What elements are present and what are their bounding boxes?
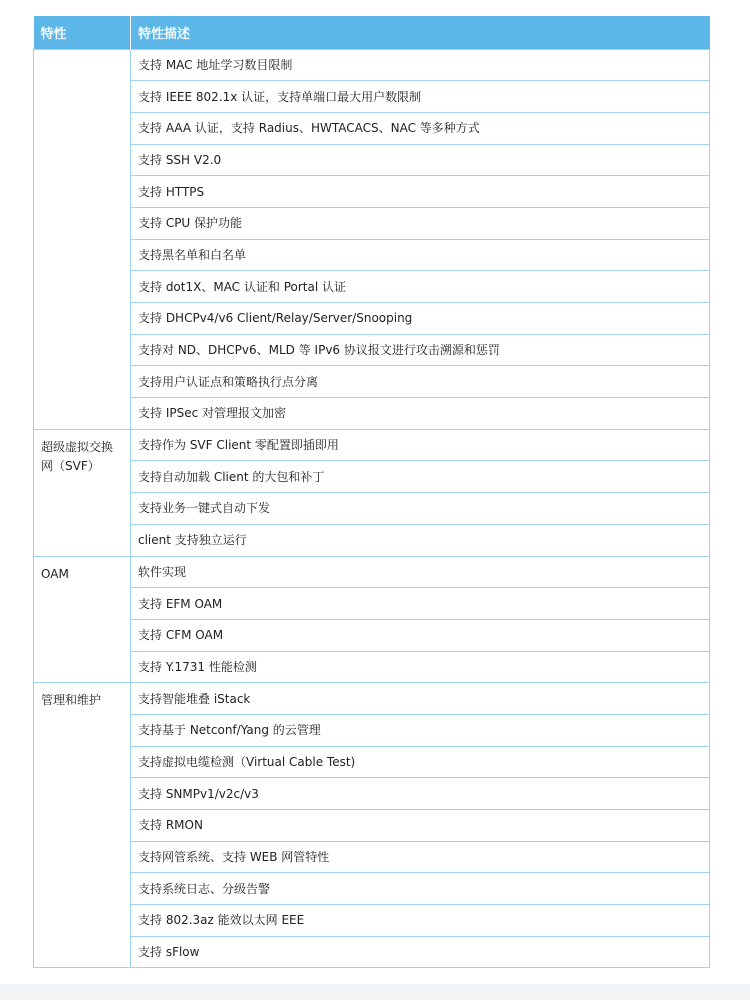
table-row xyxy=(34,176,710,208)
description-cell: 支持智能堆叠 iStack xyxy=(131,683,710,715)
table-row xyxy=(34,556,710,588)
feature-cell: OAM xyxy=(34,556,131,683)
table-row xyxy=(34,873,710,905)
description-cell: client 支持独立运行 xyxy=(131,524,710,556)
header-feature: 特性 xyxy=(34,16,131,49)
table-row xyxy=(34,366,710,398)
table-row xyxy=(34,841,710,873)
feature-cell xyxy=(34,49,131,429)
table-row xyxy=(34,271,710,303)
description-cell: 支持 HTTPS xyxy=(131,176,710,208)
description-cell: 支持虚拟电缆检测（Virtual Cable Test) xyxy=(131,746,710,778)
table-row xyxy=(34,493,710,525)
description-cell: 支持黑名单和白名单 xyxy=(131,239,710,271)
description-cell: 支持基于 Netconf/Yang 的云管理 xyxy=(131,714,710,746)
table-row xyxy=(34,778,710,810)
table-row xyxy=(34,144,710,176)
description-cell: 支持 sFlow xyxy=(131,936,710,968)
table-header-row xyxy=(34,16,710,49)
description-cell: 支持 SNMPv1/v2c/v3 xyxy=(131,778,710,810)
table-row xyxy=(34,207,710,239)
feature-cell: 管理和维护 xyxy=(34,683,131,968)
table-row xyxy=(34,398,710,430)
page-bottom-band xyxy=(0,984,750,1000)
table-row xyxy=(34,683,710,715)
description-cell: 支持 EFM OAM xyxy=(131,588,710,620)
table-row xyxy=(34,461,710,493)
table-row xyxy=(34,905,710,937)
table-row xyxy=(34,49,710,81)
description-cell: 软件实现 xyxy=(131,556,710,588)
feature-spec-table xyxy=(33,16,710,968)
table-row xyxy=(34,112,710,144)
table-row xyxy=(34,239,710,271)
description-cell: 支持对 ND、DHCPv6、MLD 等 IPv6 协议报文进行攻击溯源和惩罚 xyxy=(131,334,710,366)
feature-cell: 超级虚拟交换网（SVF） xyxy=(34,429,131,556)
description-cell: 支持 RMON xyxy=(131,810,710,842)
table-row xyxy=(34,588,710,620)
table-row xyxy=(34,429,710,461)
table-row xyxy=(34,81,710,113)
description-cell: 支持 DHCPv4/v6 Client/Relay/Server/Snooping xyxy=(131,303,710,335)
description-cell: 支持 IEEE 802.1x 认证，支持单端口最大用户数限制 xyxy=(131,81,710,113)
table-row xyxy=(34,524,710,556)
description-cell: 支持 CPU 保护功能 xyxy=(131,207,710,239)
header-description: 特性描述 xyxy=(131,16,710,49)
description-cell: 支持 Y.1731 性能检测 xyxy=(131,651,710,683)
description-cell: 支持 CFM OAM xyxy=(131,619,710,651)
table-body xyxy=(34,49,710,968)
table-row xyxy=(34,810,710,842)
table-row xyxy=(34,651,710,683)
description-cell: 支持系统日志、分级告警 xyxy=(131,873,710,905)
description-cell: 支持 dot1X、MAC 认证和 Portal 认证 xyxy=(131,271,710,303)
table-row xyxy=(34,619,710,651)
description-cell: 支持网管系统、支持 WEB 网管特性 xyxy=(131,841,710,873)
description-cell: 支持 AAA 认证，支持 Radius、HWTACACS、NAC 等多种方式 xyxy=(131,112,710,144)
description-cell: 支持自动加载 Client 的大包和补丁 xyxy=(131,461,710,493)
table-row xyxy=(34,936,710,968)
description-cell: 支持 MAC 地址学习数目限制 xyxy=(131,49,710,81)
table-row xyxy=(34,334,710,366)
table-row xyxy=(34,303,710,335)
table-row xyxy=(34,714,710,746)
description-cell: 支持 802.3az 能效以太网 EEE xyxy=(131,905,710,937)
description-cell: 支持 SSH V2.0 xyxy=(131,144,710,176)
description-cell: 支持业务一键式自动下发 xyxy=(131,493,710,525)
description-cell: 支持 IPSec 对管理报文加密 xyxy=(131,398,710,430)
description-cell: 支持用户认证点和策略执行点分离 xyxy=(131,366,710,398)
description-cell: 支持作为 SVF Client 零配置即插即用 xyxy=(131,429,710,461)
table-row xyxy=(34,746,710,778)
